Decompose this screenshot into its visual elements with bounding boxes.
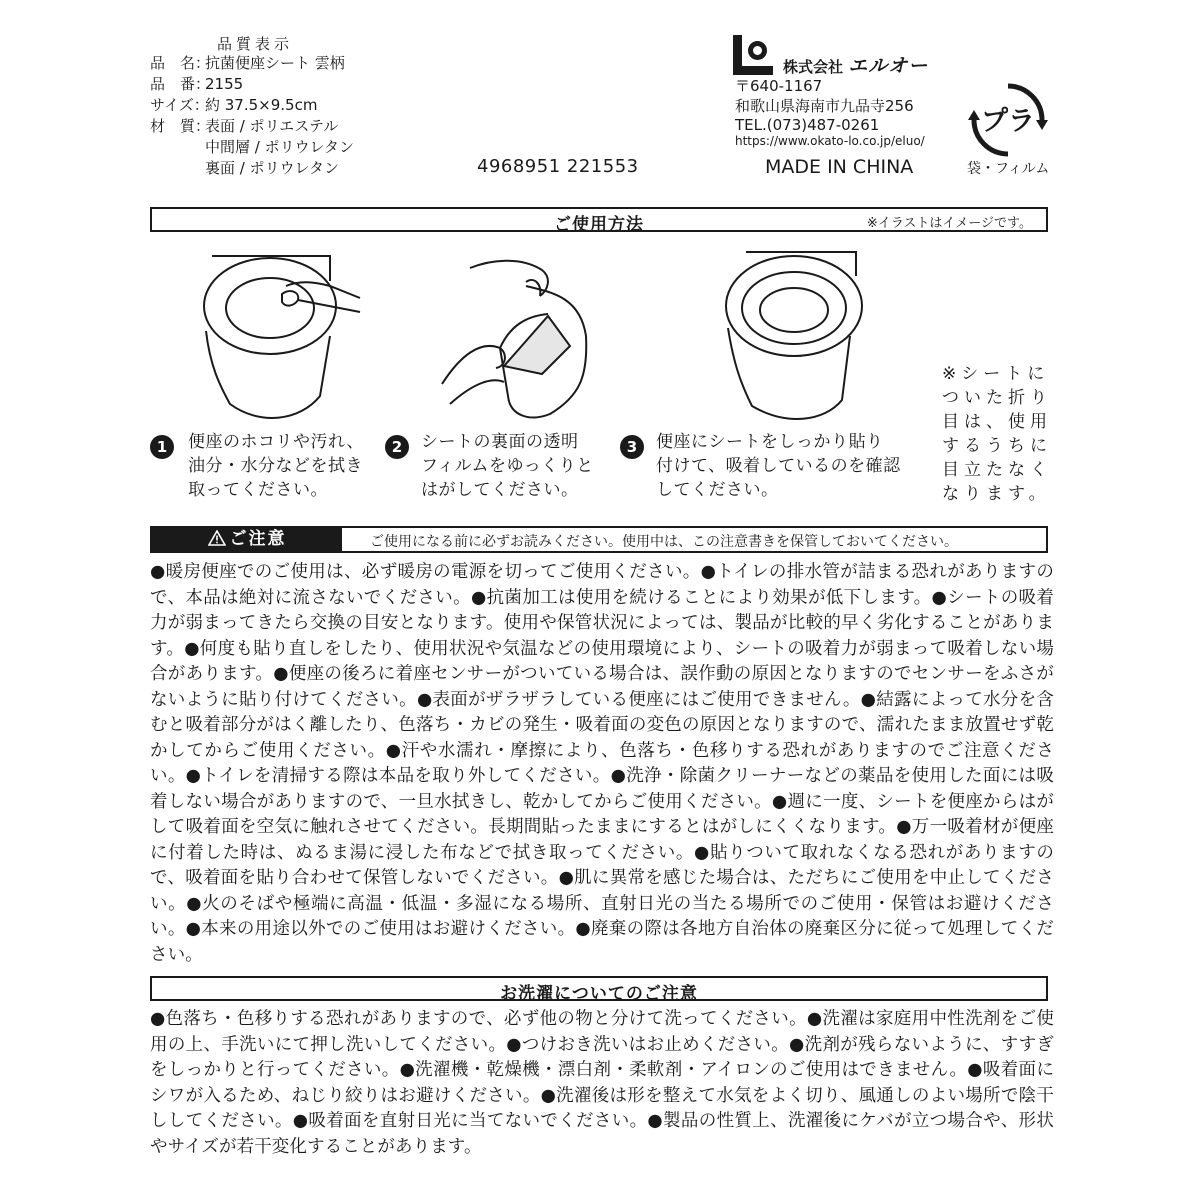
step-2-number: 2	[385, 435, 409, 459]
usage-title: ご使用方法	[554, 215, 644, 235]
caution-title-box	[152, 528, 342, 551]
quality-row-name: 品 名：抗菌便座シート 雲柄	[150, 54, 345, 72]
caution-heading-bar	[150, 526, 1048, 553]
company-logo-icon	[733, 35, 773, 75]
illustration-note: ※イラストはイメージです。	[866, 216, 1032, 231]
peel-film-illustration	[430, 236, 605, 426]
usage-heading-bar	[150, 207, 1048, 235]
country-of-origin: MADE IN CHINA	[765, 156, 914, 178]
caution-body: ●暖房便座でのご使用は、必ず暖房の電源を切ってご使用ください。●トイレの排水管が詰まる恐れがありますので、本品は絶対に流さないでください。●抗菌加工は使用を続けることにより効果が低下します。●シートの吸着力が弱まってきたら交換の目安となります。使用や保管状況によっては、製品が比較的早く劣化することがあります。●何度も貼り直しをしたり、使用状況や気温などの使用環境により、シートの吸着力が弱まって吸着しない場合があります。●便座の後ろに着座センサーがついている場合は、誤作動の原因となりますのでセンサーをふさがないように貼り付けてください。●表面がザラザラしている便座にはご使用できません。●結露によって水分を含むと吸着部分がはく離したり、色落ち・カビの発生・吸着面の変色の原因となりますので、濡れたまま放置せず乾かしてからご使用ください。●汗や水濡れ・摩擦により、色落ち・色移りする恐れがありますのでご注意ください。●トイレを清掃する際は本品を取り外してください。●洗浄・除菌クリーナーなどの薬品を使用した面には吸着しない場合がありますので、一旦水拭きし、乾かしてからご使用ください。●週に一度、シートを便座からはがして吸着面を空気に触れさせてください。長期間貼ったままにするとはがしにくくなります。●万一吸着材が便座に付着した時は、ぬるま湯に浸した布などで拭き取ってください。●貼りついて取れなくなる恐れがありますので、吸着面を貼り合わせて保管しないでください。●肌に異常を感じた場合は、ただちにご使用を中止してください。●火のそばや極端に高温・低温・多湿になる場所、直射日光の当たる場所でのご使用・保管はお避けください。●本来の用途以外でのご使用はお避けください。●廃棄の際は各地方自治体の廃棄区分に従って処理してください。	[150, 562, 1055, 965]
caution-title: ご注意	[229, 529, 287, 549]
caution-subtitle: ご使用になる前に必ずお読みください。使用中は、この注意書きを保管しておいてください。	[370, 534, 958, 550]
step-3-text: 便座にシートをしっかり貼り 付けて、吸着しているのを確認 してください。	[656, 432, 901, 500]
recycle-label: 袋・フィルム	[967, 161, 1050, 177]
pla-recycle-mark-icon	[966, 80, 1050, 158]
attached-seat-illustration	[716, 236, 891, 426]
company-tel: TEL.(073)487-0261	[735, 116, 880, 134]
laundry-title: お洗濯についてのご注意	[500, 984, 698, 1004]
laundry-heading-bar	[150, 976, 1048, 1004]
quality-row-material-middle: 中間層 / ポリウレタン	[205, 138, 354, 156]
quality-label-title: 品質表示	[217, 35, 294, 53]
step-3-number: 3	[620, 435, 644, 459]
company-url: https://www.okato-lo.co.jp/eluo/	[735, 134, 925, 148]
step-1-text: 便座のホコリや汚れ、 油分・水分などを拭き 取ってください。	[188, 432, 365, 500]
quality-row-material-back: 裏面 / ポリウレタン	[205, 159, 339, 177]
quality-row-size: サイズ：約 37.5×9.5cm	[150, 96, 318, 114]
fold-mark-note: ※シートに ついた折り 目は、使用 するうちに 目立たなく なります。	[942, 364, 1052, 504]
barcode-number: 4968951 221553	[477, 156, 639, 177]
company-postal: 〒640-1167	[735, 77, 823, 95]
wipe-seat-illustration	[190, 236, 365, 426]
company-name: 株式会社 エルオー	[783, 55, 929, 77]
quality-row-number: 品 番：2155	[150, 75, 244, 93]
recycle-mark-text: プラ	[981, 106, 1035, 137]
laundry-body: ●色落ち・色移りする恐れがありますので、必ず他の物と分けて洗ってください。●洗濯は家庭用中性洗剤をご使用の上、手洗いにて押し洗いしてください。●つけおき洗いはお止めください。●洗剤が残らないように、すすぎをしっかりと行ってください。●洗濯機・乾燥機・漂白剤・柔軟剤・アイロンのご使用はできません。●吸着面にシワが入るため、ねじり絞りはお避けください。●洗濯後は形を整えて水気をよく切り、風通しのよい場所で陰干ししてください。●吸着面を直射日光に当てないでください。●製品の性質上、洗濯後にケバが立つ場合や、形状やサイズが若干変化することがあります。	[150, 1009, 1054, 1157]
company-address: 和歌山県海南市九品寺256	[735, 97, 914, 115]
warning-icon	[208, 530, 226, 546]
quality-row-material: 材 質：表面 / ポリエステル	[150, 117, 339, 135]
step-2-text: シートの裏面の透明 フィルムをゆっくりと はがしてください。	[421, 432, 594, 500]
step-1-number: 1	[150, 435, 174, 459]
